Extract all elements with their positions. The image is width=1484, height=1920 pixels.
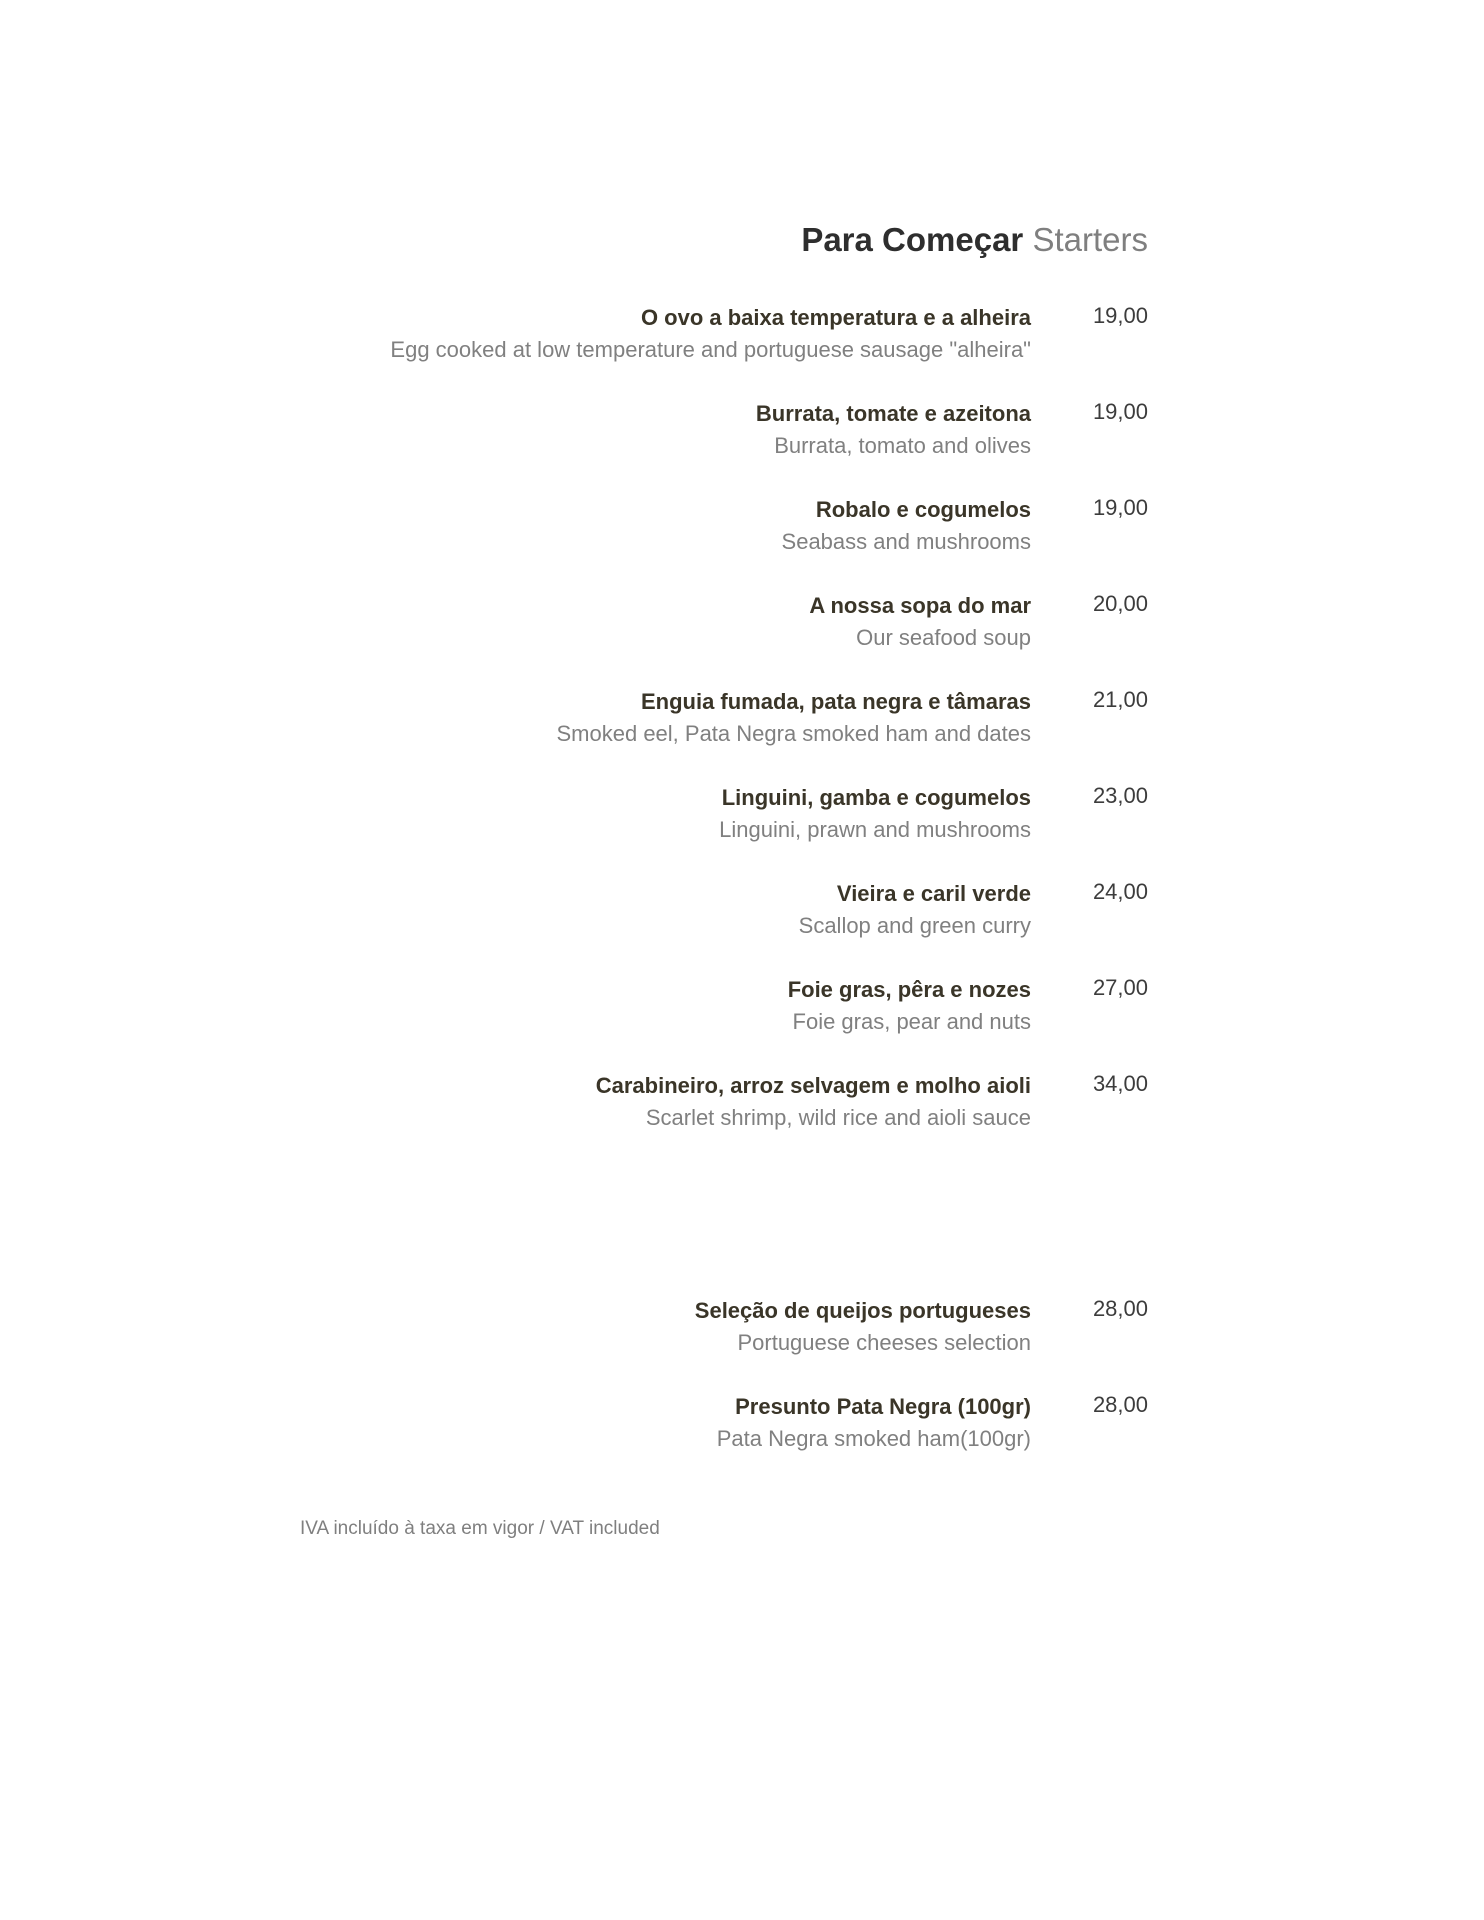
dish-name-portuguese: Carabineiro, arroz selvagem e molho aioli — [595, 1073, 1031, 1098]
dish-name-english: Burrata, tomato and olives — [774, 433, 1031, 458]
dish-names — [756, 398, 1031, 462]
dish-name-english: Smoked eel, Pata Negra smoked ham and dates — [556, 721, 1031, 746]
dish-names — [782, 494, 1031, 558]
dish-names — [596, 1070, 1031, 1134]
dish-name-english: Linguini, prawn and mushrooms — [719, 817, 1031, 842]
dish-name-portuguese: Burrata, tomate e azeitona — [755, 401, 1031, 426]
dish-name-english: Egg cooked at low temperature and portuguese sausage "alheira" — [390, 337, 1031, 362]
dish-price: 19,00 — [1092, 399, 1148, 424]
menu-item — [0, 1295, 1484, 1375]
section-title-portuguese: Para Começar — [801, 221, 1024, 258]
dish-name-english: Pata Negra smoked ham(100gr) — [716, 1426, 1031, 1451]
dish-names — [390, 302, 1031, 366]
dish-name-portuguese: A nossa sopa do mar — [809, 593, 1031, 618]
dish-name-english: Scarlet shrimp, wild rice and aioli sauce — [645, 1105, 1031, 1130]
dish-name-portuguese: Vieira e caril verde — [836, 881, 1031, 906]
dish-price: 21,00 — [1092, 687, 1148, 712]
dish-price: 28,00 — [1092, 1296, 1148, 1321]
menu-item — [0, 1391, 1484, 1471]
menu-item — [0, 1070, 1484, 1150]
vat-footnote: IVA incluído à taxa em vigor / VAT included — [300, 1518, 660, 1539]
dish-name-portuguese: Foie gras, pêra e nozes — [787, 977, 1031, 1002]
dish-price: 27,00 — [1092, 975, 1148, 1000]
dish-price: 28,00 — [1092, 1392, 1148, 1417]
dish-price: 34,00 — [1092, 1071, 1148, 1096]
dish-names — [557, 686, 1032, 750]
dish-name-portuguese: Robalo e cogumelos — [815, 497, 1031, 522]
dish-name-portuguese: Linguini, gamba e cogumelos — [721, 785, 1031, 810]
dish-name-english: Portuguese cheeses selection — [737, 1330, 1031, 1355]
menu-item — [0, 302, 1484, 382]
dish-price: 23,00 — [1092, 783, 1148, 808]
dish-name-portuguese: O ovo a baixa temperatura e a alheira — [640, 305, 1031, 330]
dish-price: 19,00 — [1092, 303, 1148, 328]
dish-name-portuguese: Seleção de queijos portugueses — [694, 1298, 1031, 1323]
dish-names — [719, 782, 1031, 846]
dish-name-english: Foie gras, pear and nuts — [792, 1009, 1031, 1034]
dish-names — [799, 878, 1031, 942]
dish-price: 19,00 — [1092, 495, 1148, 520]
menu-item — [0, 494, 1484, 574]
dish-name-english: Seabass and mushrooms — [781, 529, 1031, 554]
dish-names — [695, 1295, 1031, 1359]
menu-item — [0, 398, 1484, 478]
dish-name-english: Scallop and green curry — [798, 913, 1031, 938]
dish-names — [717, 1391, 1031, 1455]
dish-price: 20,00 — [1092, 591, 1148, 616]
dish-price: 24,00 — [1092, 879, 1148, 904]
menu-item — [0, 974, 1484, 1054]
section-title-english: Starters — [1032, 221, 1148, 258]
menu-item — [0, 878, 1484, 958]
dish-name-portuguese: Presunto Pata Negra (100gr) — [735, 1394, 1031, 1419]
dish-name-english: Our seafood soup — [856, 625, 1031, 650]
dish-names — [788, 974, 1031, 1038]
menu-item — [0, 590, 1484, 670]
dish-name-portuguese: Enguia fumada, pata negra e tâmaras — [640, 689, 1031, 714]
dish-names — [809, 590, 1031, 654]
menu-item — [0, 686, 1484, 766]
menu-item — [0, 782, 1484, 862]
